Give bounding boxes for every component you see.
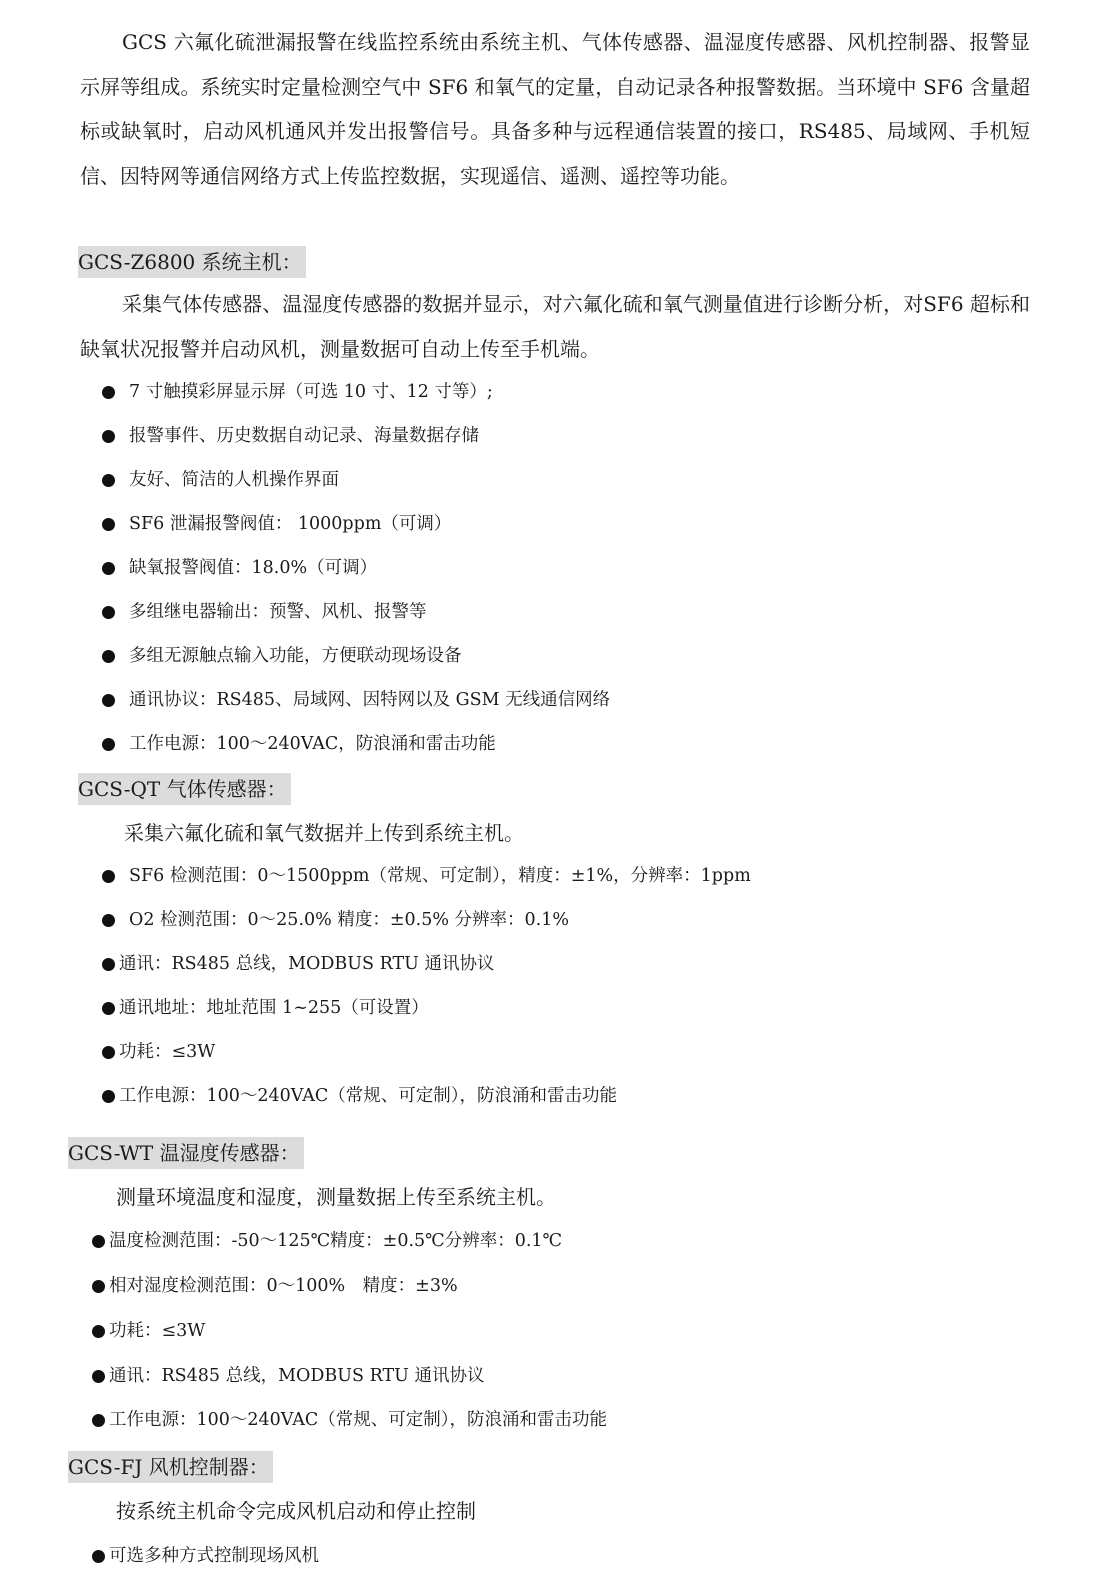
bullet-icon [92, 1280, 105, 1293]
bullet-icon [102, 650, 115, 663]
section-description-fan-controller: 按系统主机命令完成风机启动和停止控制 [116, 1499, 476, 1523]
bullet-icon [92, 1550, 105, 1563]
bullet-icon [102, 738, 115, 751]
list-item: 可选多种方式控制现场风机 [92, 1542, 319, 1570]
list-item: 缺氧报警阀值：18.0%（可调） [102, 554, 377, 582]
bullet-icon [102, 562, 115, 575]
section-heading-host: GCS-Z6800 系统主机： [78, 246, 306, 278]
intro-paragraph: GCS 六氟化硫泄漏报警在线监控系统由系统主机、气体传感器、温湿度传感器、风机控制器、报警显示屏等组成。系统实时定量检测空气中 SF6 和氧气的定量，自动记录各种报警数据。当环境中 SF6 含量超标或缺氧时，启动风机通风并发出报警信号。具备多种与远程通信装置的接口，RS485、局域网、手机短信、因特网等通信网络方式上传监控数据，实现遥信、遥测、遥控等功能。 [80, 30, 1030, 188]
list-item: SF6 检测范围：0～1500ppm（常规、可定制），精度：±1%，分辨率：1ppm [102, 862, 751, 890]
bullet-icon [92, 1414, 105, 1427]
list-item: 通讯地址：地址范围 1~255（可设置） [102, 994, 429, 1022]
bullet-icon [102, 518, 115, 531]
section-description-gas-sensor: 采集六氟化硫和氧气数据并上传到系统主机。 [124, 821, 524, 845]
list-item: 多组继电器输出：预警、风机、报警等 [102, 598, 427, 626]
bullet-icon [102, 1090, 115, 1103]
list-item: 多组无源触点输入功能，方便联动现场设备 [102, 642, 462, 670]
section-heading-temp-humidity-sensor: GCS-WT 温湿度传感器： [68, 1137, 304, 1169]
list-item: 功耗：≤3W [92, 1317, 205, 1345]
list-item: 报警事件、历史数据自动记录、海量数据存储 [102, 422, 479, 450]
list-item: 通讯：RS485 总线，MODBUS RTU 通讯协议 [102, 950, 494, 978]
bullet-icon [102, 958, 115, 971]
bullet-icon [102, 1046, 115, 1059]
list-item: 友好、简洁的人机操作界面 [102, 466, 339, 494]
bullet-icon [92, 1325, 105, 1338]
bullet-icon [102, 870, 115, 883]
list-item: 工作电源：100～240VAC（常规、可定制），防浪涌和雷击功能 [92, 1406, 607, 1434]
bullet-icon [92, 1235, 105, 1248]
bullet-icon [102, 1002, 115, 1015]
bullet-icon [92, 1370, 105, 1383]
bullet-icon [102, 606, 115, 619]
section-heading-gas-sensor: GCS-QT 气体传感器： [78, 773, 291, 805]
section-description-host: 采集气体传感器、温湿度传感器的数据并显示，对六氟化硫和氧气测量值进行诊断分析，对SF6 超标和缺氧状况报警并启动风机，测量数据可自动上传至手机端。 [80, 292, 1030, 361]
bullet-icon [102, 694, 115, 707]
list-item: SF6 泄漏报警阀值： 1000ppm（可调） [102, 510, 451, 538]
list-item: 通讯协议：RS485、局域网、因特网以及 GSM 无线通信网络 [102, 686, 610, 714]
list-item: 相对湿度检测范围：0～100% 精度：±3% [92, 1272, 458, 1300]
bullet-icon [102, 474, 115, 487]
list-item: 7 寸触摸彩屏显示屏（可选 10 寸、12 寸等）; [102, 378, 493, 406]
section-heading-fan-controller: GCS-FJ 风机控制器： [68, 1451, 273, 1483]
list-item: 工作电源：100～240VAC（常规、可定制），防浪涌和雷击功能 [102, 1082, 617, 1110]
list-item: 通讯：RS485 总线，MODBUS RTU 通讯协议 [92, 1362, 484, 1390]
list-item: O2 检测范围：0～25.0% 精度：±0.5% 分辨率：0.1% [102, 906, 569, 934]
bullet-icon [102, 914, 115, 927]
bullet-icon [102, 386, 115, 399]
section-description-temp-humidity-sensor: 测量环境温度和湿度，测量数据上传至系统主机。 [116, 1185, 556, 1209]
bullet-icon [102, 430, 115, 443]
list-item: 工作电源：100～240VAC，防浪涌和雷击功能 [102, 730, 496, 758]
list-item: 功耗：≤3W [102, 1038, 215, 1066]
list-item: 温度检测范围：-50～125℃精度：±0.5℃分辨率：0.1℃ [92, 1227, 562, 1255]
